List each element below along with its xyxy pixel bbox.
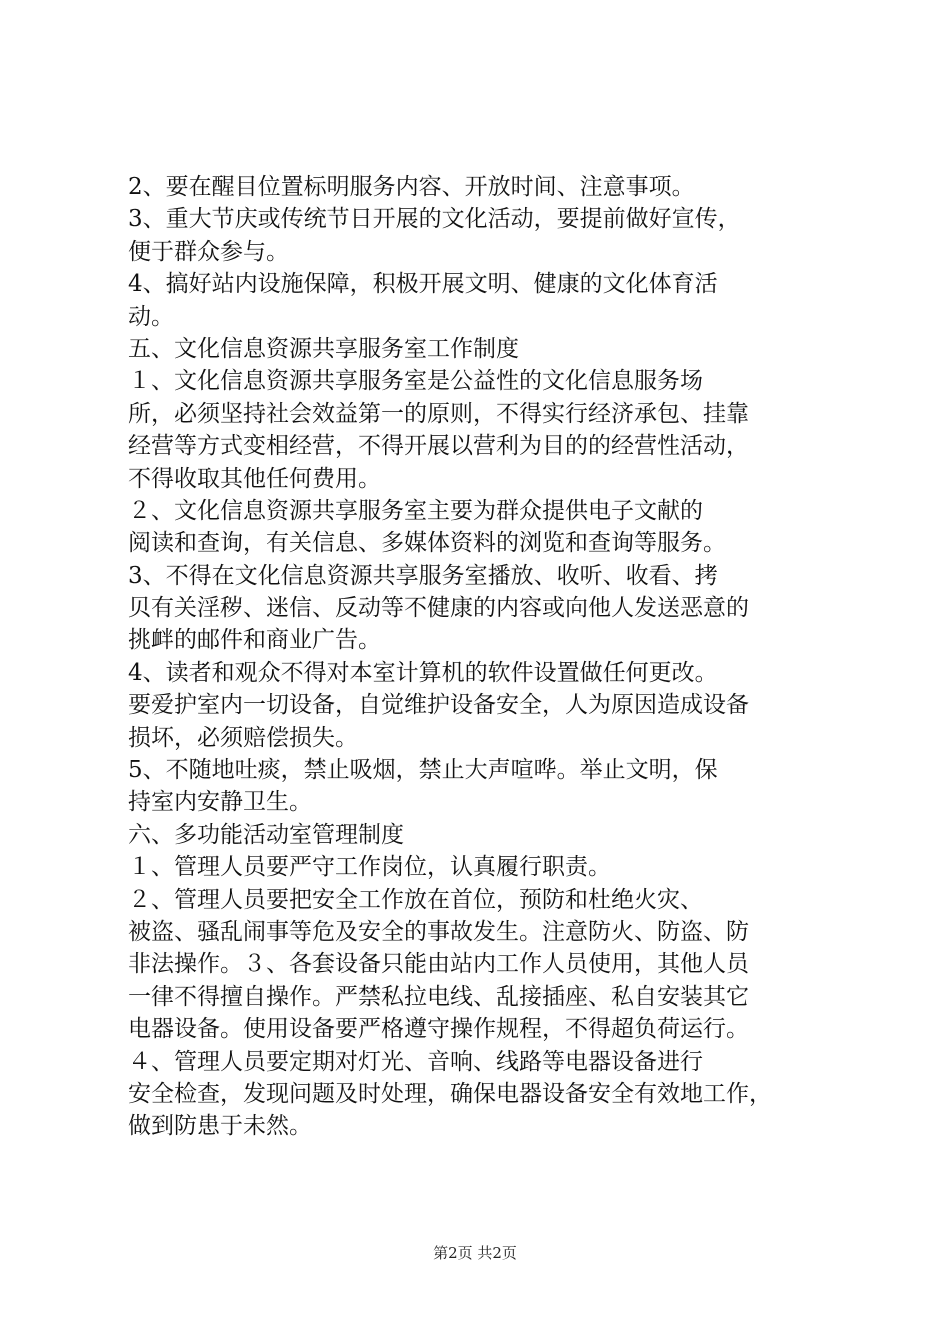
text-line-17: 要爱护室内一切设备，自觉维护设备安全，人为原因造成设备: [128, 692, 749, 719]
text-line-11: ２、文化信息资源共享服务室主要为群众提供电子文献的: [128, 497, 703, 524]
text-line-22: １、管理人员要严守工作岗位，认真履行职责。: [128, 854, 611, 881]
text-line-19: 5、不随地吐痰，禁止吸烟，禁止大声喧哗。举止文明，保: [128, 757, 718, 784]
text-line-13: 3、不得在文化信息资源共享服务室播放、收听、收看、拷: [128, 562, 718, 589]
text-line-28: ４、管理人员要定期对灯光、音响、线路等电器设备进行: [128, 1048, 703, 1075]
text-line-5: 动。: [128, 303, 174, 330]
text-line-12: 阅读和查询，有关信息、多媒体资料的浏览和查询等服务。: [128, 530, 726, 557]
section-heading-six: 六、多功能活动室管理制度: [128, 821, 404, 848]
text-line-27: 电器设备。使用设备要严格遵守操作规程，不得超负荷运行。: [128, 1016, 749, 1043]
text-line-10: 不得收取其他任何费用。: [128, 465, 381, 492]
text-line-14: 贝有关淫秽、迷信、反动等不健康的内容或向他人发送恶意的: [128, 595, 749, 622]
text-line-1: 2、要在醒目位置标明服务内容、开放时间、注意事项。: [128, 174, 695, 200]
text-line-30: 做到防患于未然。: [128, 1113, 312, 1140]
text-line-26: 一律不得擅自操作。严禁私拉电线、乱接插座、私自安装其它: [128, 983, 749, 1010]
text-line-24: 被盗、骚乱闹事等危及安全的事故发生。注意防火、防盗、防: [128, 918, 749, 945]
section-heading-five: 五、文化信息资源共享服务室工作制度: [128, 335, 519, 362]
text-line-2: 3、重大节庆或传统节日开展的文化活动，要提前做好宣传，: [128, 206, 741, 233]
text-line-16: 4、读者和观众不得对本室计算机的软件设置做任何更改。: [128, 659, 718, 686]
text-line-15: 挑衅的邮件和商业广告。: [128, 627, 381, 654]
text-line-3: 便于群众参与。: [128, 238, 289, 265]
page-number-footer: 第2页 共2页: [433, 1244, 517, 1262]
text-line-20: 持室内安静卫生。: [128, 789, 312, 816]
text-line-4: 4、搞好站内设施保障，积极开展文明、健康的文化体育活: [128, 271, 718, 298]
text-line-8: 所，必须坚持社会效益第一的原则，不得实行经济承包、挂靠: [128, 400, 749, 427]
text-line-7: １、文化信息资源共享服务室是公益性的文化信息服务场: [128, 368, 703, 395]
text-line-9: 经营等方式变相经营，不得开展以营利为目的的经营性活动，: [128, 433, 749, 460]
text-line-29: 安全检查，发现问题及时处理，确保电器设备安全有效地工作，: [128, 1080, 772, 1107]
text-line-23: ２、管理人员要把安全工作放在首位，预防和杜绝火灾、: [128, 886, 703, 913]
text-line-18: 损坏，必须赔偿损失。: [128, 724, 358, 751]
document-body: [128, 171, 834, 1143]
text-line-25: 非法操作。３、各套设备只能由站内工作人员使用，其他人员: [128, 951, 749, 978]
